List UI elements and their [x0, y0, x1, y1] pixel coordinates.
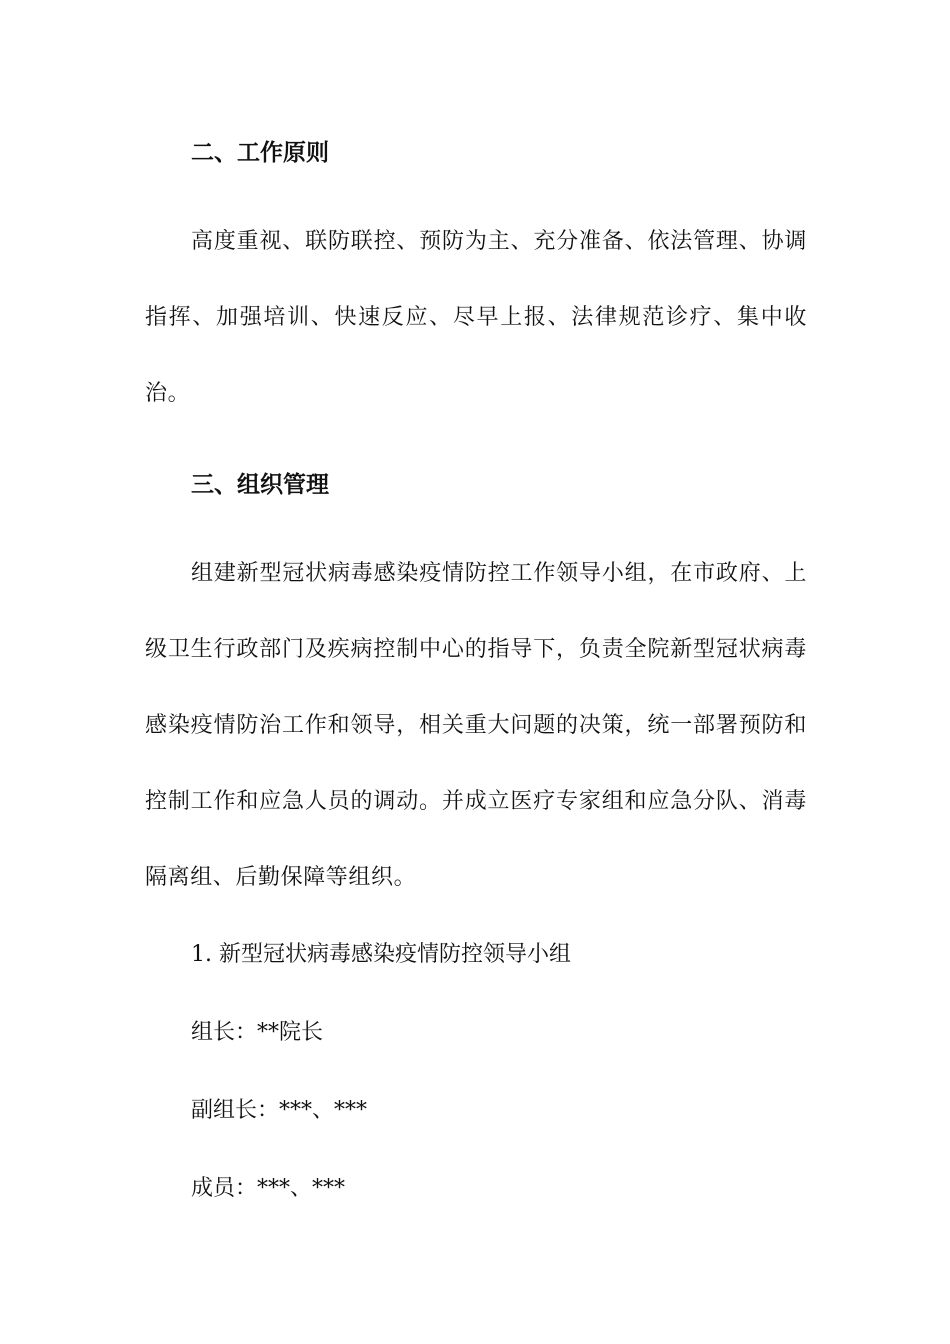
principles-paragraph: 高度重视、联防联控、预防为主、充分准备、依法管理、协调指挥、加强培训、快速反应、尽早上报、法律规范诊疗、集中收治。: [145, 229, 807, 406]
deputy-leader-line: 副组长：***、***: [191, 1098, 368, 1123]
leadership-group-title: 1. 新型冠状病毒感染疫情防控领导小组: [191, 942, 571, 967]
organization-paragraph: 组建新型冠状病毒感染疫情防控工作领导小组，在市政府、上级卫生行政部门及疾病控制中心的指导下，负责全院新型冠状病毒感染疫情防治工作和领导，相关重大问题的决策，统一部署预防和控制工作和应急人员的调动。并成立医疗专家组和应急分队、消毒隔离组、后勤保障等组织。: [145, 561, 807, 890]
document-content: [145, 128, 807, 1214]
members-line: 成员：***、***: [191, 1176, 346, 1201]
group-leader-line: 组长：**院长: [191, 1020, 324, 1045]
section-heading-organization: 三、组织管理: [191, 471, 329, 498]
section-heading-principles: 二、工作原则: [191, 139, 329, 166]
